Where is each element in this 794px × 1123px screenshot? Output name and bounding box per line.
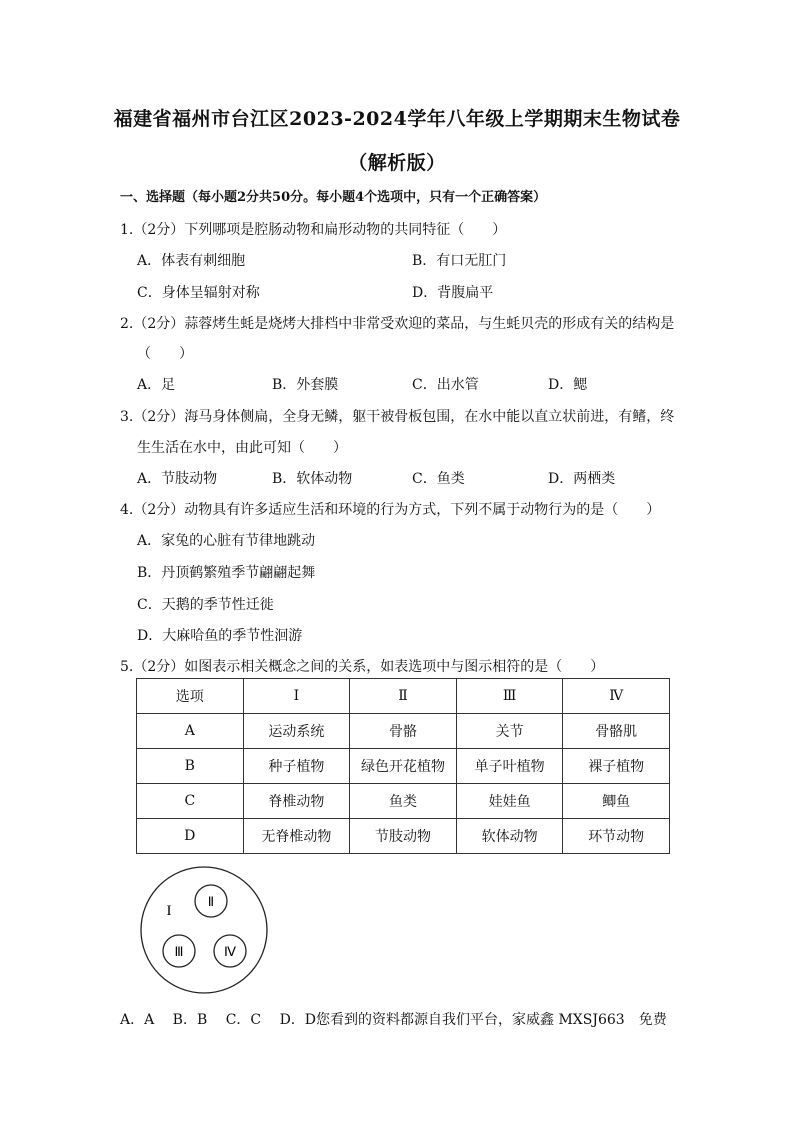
question-4-option-b: B．丹顶鹤繁殖季节翩翩起舞	[137, 565, 316, 581]
section-heading: 一、选择题（每小题2分共50分。每小题4个选项中，只有一个正确答案）	[120, 190, 547, 205]
page-title: 福建省福州市台江区2023-2024学年八年级上学期期末生物试卷	[113, 108, 681, 130]
table-header-cell: Ⅰ	[243, 679, 350, 714]
table-cell: 关节	[456, 714, 563, 749]
question-1-stem: 1.（2分）下列哪项是腔肠动物和扁形动物的共同特征（ ）	[120, 222, 507, 238]
table-header-cell: Ⅱ	[350, 679, 457, 714]
table-cell: 节肢动物	[350, 819, 457, 854]
page-subtitle: （解析版）	[348, 152, 446, 174]
question-5-options-footer: A．A B．B C．C D．D您看到的资料都源自我们平台，家威鑫 MXSJ663 免费	[120, 1012, 667, 1028]
table-header-row	[137, 679, 670, 714]
question-2-option-b: B．外套膜	[272, 377, 339, 393]
table-cell: B	[137, 749, 244, 784]
question-3-stem: 3.（2分）海马身体侧扁，全身无鳞，躯干被骨板包围，在水中能以直立状前进，有鳍，终	[120, 409, 675, 425]
table-cell: 运动系统	[243, 714, 350, 749]
table-cell: 种子植物	[243, 749, 350, 784]
question-4-option-a: A．家兔的心脏有节律地跳动	[137, 533, 316, 549]
question-3-stem-continued: 生生活在水中，由此可知（ ）	[137, 440, 347, 456]
table-cell: 骨骼	[350, 714, 457, 749]
table-cell: D	[137, 819, 244, 854]
question-1-option-a: A．体表有刺细胞	[137, 253, 246, 269]
table-row	[137, 819, 670, 854]
table-cell: C	[137, 784, 244, 819]
question-2-stem: 2.（2分）蒜蓉烤生蚝是烧烤大排档中非常受欢迎的菜品，与生蚝贝壳的形成有关的结构是	[120, 316, 675, 332]
question-3-option-d: D．两栖类	[548, 471, 616, 487]
options-table	[136, 678, 670, 854]
question-2-option-c: C．出水管	[412, 377, 479, 393]
table-cell: 单子叶植物	[456, 749, 563, 784]
question-3-option-a: A．节肢动物	[137, 471, 218, 487]
question-4-option-c: C．天鹅的季节性迁徙	[137, 597, 274, 613]
circle-iv-label: Ⅳ	[224, 944, 236, 959]
table-cell: 鲫鱼	[563, 784, 670, 819]
table-cell: 娃娃鱼	[456, 784, 563, 819]
question-4-stem: 4.（2分）动物具有许多适应生活和环境的行为方式，下列不属于动物行为的是（ ）	[120, 502, 661, 518]
table-header-cell: Ⅳ	[563, 679, 670, 714]
outer-circle-label: I	[166, 903, 172, 919]
table-row	[137, 749, 670, 784]
table-cell: 裸子植物	[563, 749, 670, 784]
question-2-option-a: A．足	[137, 377, 176, 393]
table-row	[137, 784, 670, 819]
circle-ii-label: Ⅱ	[207, 894, 215, 909]
question-4-option-d: D．大麻哈鱼的季节性洄游	[137, 628, 303, 644]
table-row	[137, 714, 670, 749]
question-1-option-b: B．有口无肛门	[412, 253, 507, 269]
concept-diagram	[139, 865, 269, 995]
table-cell: 脊椎动物	[243, 784, 350, 819]
table-cell: 绿色开花植物	[350, 749, 457, 784]
question-2-option-d: D．鳃	[548, 377, 588, 393]
question-1-option-d: D．背腹扁平	[412, 285, 494, 301]
table-cell: 鱼类	[350, 784, 457, 819]
table-header-cell: 选项	[137, 679, 244, 714]
table-cell: 软体动物	[456, 819, 563, 854]
table-cell: 骨骼肌	[563, 714, 670, 749]
question-2-stem-continued: （ ）	[137, 346, 193, 362]
table-header-cell: Ⅲ	[456, 679, 563, 714]
question-1-option-c: C．身体呈辐射对称	[137, 285, 260, 301]
question-3-option-c: C．鱼类	[412, 471, 465, 487]
circle-iii-label: Ⅲ	[174, 944, 184, 959]
table-cell: A	[137, 714, 244, 749]
table-cell: 环节动物	[563, 819, 670, 854]
question-3-option-b: B．软体动物	[272, 471, 353, 487]
table-cell: 无脊椎动物	[243, 819, 350, 854]
question-5-stem: 5.（2分）如图表示相关概念之间的关系，如表选项中与图示相符的是（ ）	[120, 659, 605, 675]
